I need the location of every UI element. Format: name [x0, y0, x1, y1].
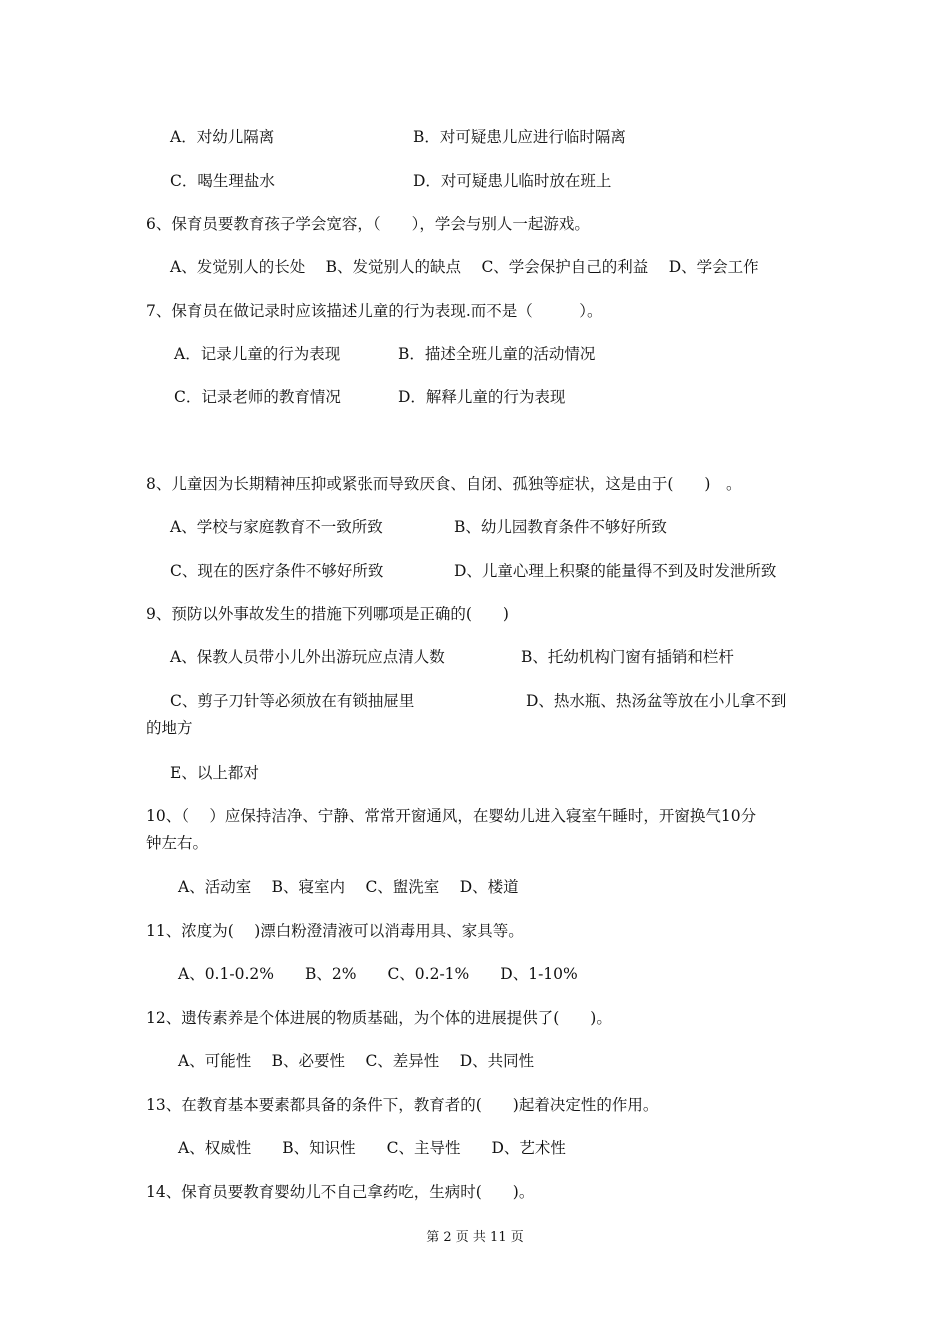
- q7-question: 7、保育员在做记录时应该描述儿童的行为表现.而不是（ ）。: [146, 302, 603, 320]
- q9-option-b: B、托幼机构门窗有插销和栏杆: [521, 648, 734, 666]
- q7-option-c: C．记录老师的教育情况: [174, 388, 341, 406]
- q11-question: 11、浓度为( )漂白粉澄清液可以消毒用具、家具等。: [146, 922, 524, 940]
- q9-option-e: E、以上都对: [170, 764, 259, 782]
- q7-option-d: D．解释儿童的行为表现: [398, 388, 566, 406]
- q8-option-a: A、学校与家庭教育不一致所致: [170, 518, 383, 536]
- page-footer: 第 2 页 共 11 页: [426, 1230, 524, 1245]
- q13-options: A、权威性 B、知识性 C、主导性 D、艺术性: [178, 1139, 566, 1157]
- q5-option-a: A．对幼儿隔离: [170, 128, 275, 146]
- q13-question: 13、在教育基本要素都具备的条件下，教育者的( )起着决定性的作用。: [146, 1096, 659, 1114]
- q14-question: 14、保育员要教育婴幼儿不自己拿药吃，生病时( )。: [146, 1183, 535, 1201]
- q12-question: 12、遗传素养是个体进展的物质基础，为个体的进展提供了( )。: [146, 1009, 612, 1027]
- q5-option-d: D．对可疑患儿临时放在班上: [413, 172, 612, 190]
- q9-question: 9、预防以外事故发生的措施下列哪项是正确的( ): [146, 605, 509, 623]
- q10-options: A、活动室 B、寝室内 C、盥洗室 D、楼道: [178, 878, 519, 896]
- q12-options: A、可能性 B、必要性 C、差异性 D、共同性: [178, 1052, 535, 1070]
- q5-option-b: B．对可疑患儿应进行临时隔离: [413, 128, 626, 146]
- q7-option-b: B．描述全班儿童的活动情况: [398, 345, 596, 363]
- q8-question: 8、儿童因为长期精神压抑或紧张而导致厌食、自闭、孤独等症状，这是由于( ) 。: [146, 475, 742, 493]
- q9-option-c: C、剪子刀针等必须放在有锁抽屉里: [170, 692, 415, 710]
- q10-question: 10、（ ）应保持洁净、宁静、常常开窗通风，在婴幼儿进入寝室午睡时，开窗换气10分: [146, 807, 757, 825]
- q8-option-b: B、幼儿园教育条件不够好所致: [454, 518, 667, 536]
- q9-option-d-continued: 的地方: [146, 719, 193, 737]
- q9-option-a: A、保教人员带小儿外出游玩应点清人数: [170, 648, 445, 666]
- q8-option-c: C、现在的医疗条件不够好所致: [170, 562, 384, 580]
- q5-option-c: C．喝生理盐水: [170, 172, 275, 190]
- q8-option-d: D、儿童心理上积聚的能量得不到及时发泄所致: [454, 562, 777, 580]
- q7-option-a: A．记录儿童的行为表现: [174, 345, 341, 363]
- q9-option-d: D、热水瓶、热汤盆等放在小儿拿不到: [526, 692, 787, 710]
- q11-options: A、0.1-0.2% B、2% C、0.2-1% D、1-10%: [178, 965, 578, 983]
- q10-question-continued: 钟左右。: [146, 834, 209, 852]
- q6-question: 6、保育员要教育孩子学会宽容，（ ），学会与别人一起游戏。: [146, 215, 590, 233]
- q6-options: A、发觉别人的长处 B、发觉别人的缺点 C、学会保护自己的利益 D、学会工作: [170, 258, 759, 276]
